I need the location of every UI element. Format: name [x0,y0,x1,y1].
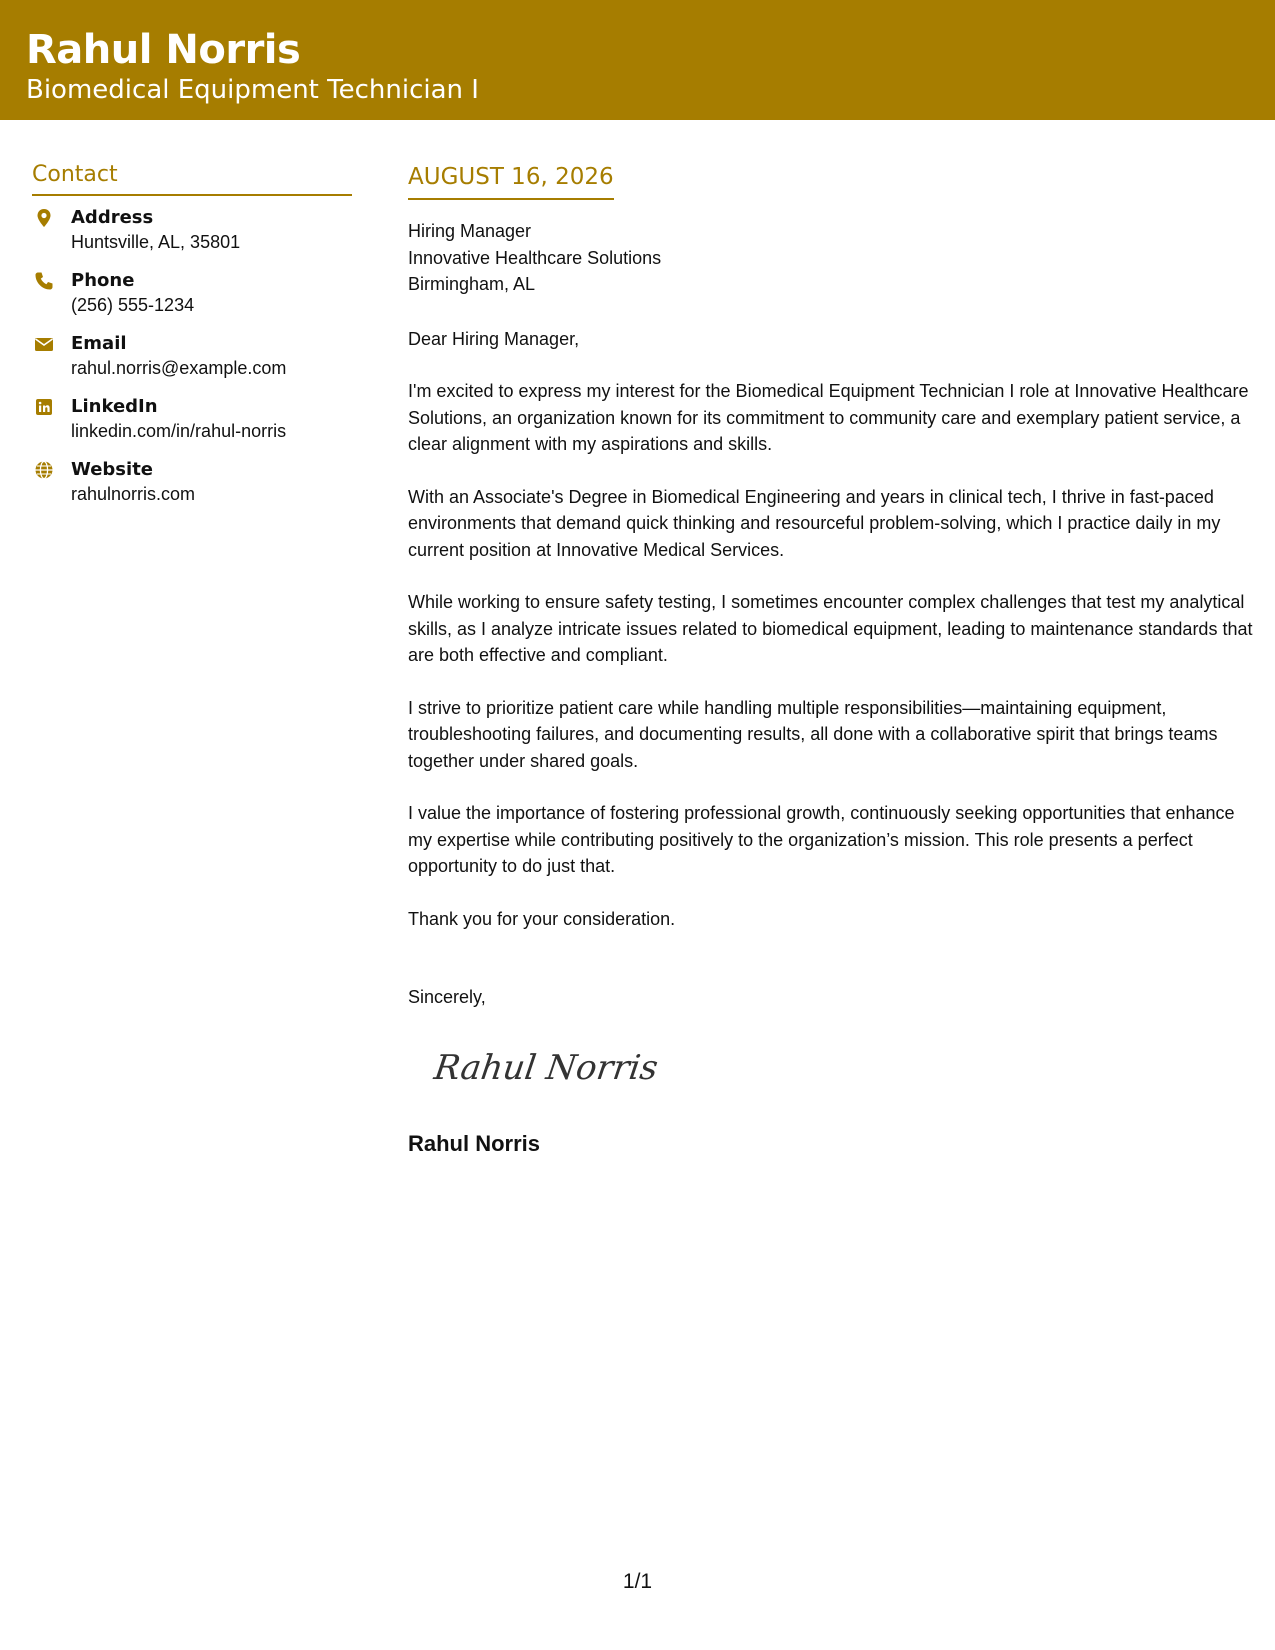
salutation: Dear Hiring Manager, [408,328,580,349]
letter-paragraph: With an Associate's Degree in Biomedical Engineering and years in clinical tech, I thrive in fast-paced environments that demand quick thinking and resourceful problem-solving, which I practice daily in my current position at Innovative Medical Services. [408,486,1221,560]
contact-item-phone [32,269,352,332]
letter-paragraph: While working to ensure safety testing, I sometimes encounter complex challenges that test my analytical skills, as I analyze intricate issues related to biomedical equipment, leading to maintenance standards that are both effective and compliant. [408,592,1253,665]
contact-section-title: Contact [32,160,352,196]
map-pin-icon [34,208,54,228]
contact-list [32,206,352,521]
contact-value: (256) 555-1234 [71,295,195,315]
contact-value: linkedin.com/in/rahul-norris [71,421,287,441]
recipient-block [408,218,1253,298]
letter-paragraph: Thank you for your consideration. [408,908,676,929]
signature-name: Rahul Norris [408,1130,541,1156]
signature-script: Rahul Norris [431,1047,661,1088]
letter-date: AUGUST 16, 2026 [408,162,614,200]
contact-value: Huntsville, AL, 35801 [71,232,241,252]
contact-item-address [32,206,352,269]
envelope-icon [34,334,54,354]
page-number: 1/1 [622,1570,653,1593]
header-banner [0,0,1275,120]
letter-paragraph: I strive to prioritize patient care while handling multiple responsibilities—maintaining equipment, troubleshooting failures, and documenting results, all done with a collaborative spirit that brings teams together under shared goals. [408,697,1218,771]
recipient-line: Innovative Healthcare Solutions [408,247,662,268]
contact-sidebar [32,160,352,521]
phone-icon [34,271,54,291]
letter-body [408,162,1253,1159]
contact-label: Email [71,333,127,354]
globe-icon [34,460,54,480]
linkedin-icon [34,397,54,417]
contact-label: LinkedIn [71,396,158,417]
applicant-title: Biomedical Equipment Technician I [26,75,479,105]
contact-item-linkedin [32,395,352,458]
handwritten-signature [408,1029,1253,1109]
contact-item-website [32,458,352,521]
contact-item-email [32,332,352,395]
contact-label: Website [71,459,154,480]
contact-value: rahulnorris.com [71,484,196,504]
letter-paragraph: I'm excited to express my interest for the Biomedical Equipment Technician I role at Innovative Healthcare Solutions, an organization known for its commitment to community care and exemplary patient service, a clear alignment with my aspirations and skills. [408,381,1249,454]
closing: Sincerely, [408,987,486,1007]
recipient-line: Birmingham, AL [408,274,536,294]
contact-label: Address [71,207,154,228]
contact-label: Phone [71,270,135,291]
letter-paragraph: I value the importance of fostering professional growth, continuously seeking opportunities that enhance my expertise while contributing positively to the organization’s mission. This role presents a perfect opportunity to do just that. [408,803,1235,876]
recipient-line: Hiring Manager [408,221,532,241]
applicant-name: Rahul Norris [26,27,301,73]
contact-value: rahul.norris@example.com [71,358,287,378]
